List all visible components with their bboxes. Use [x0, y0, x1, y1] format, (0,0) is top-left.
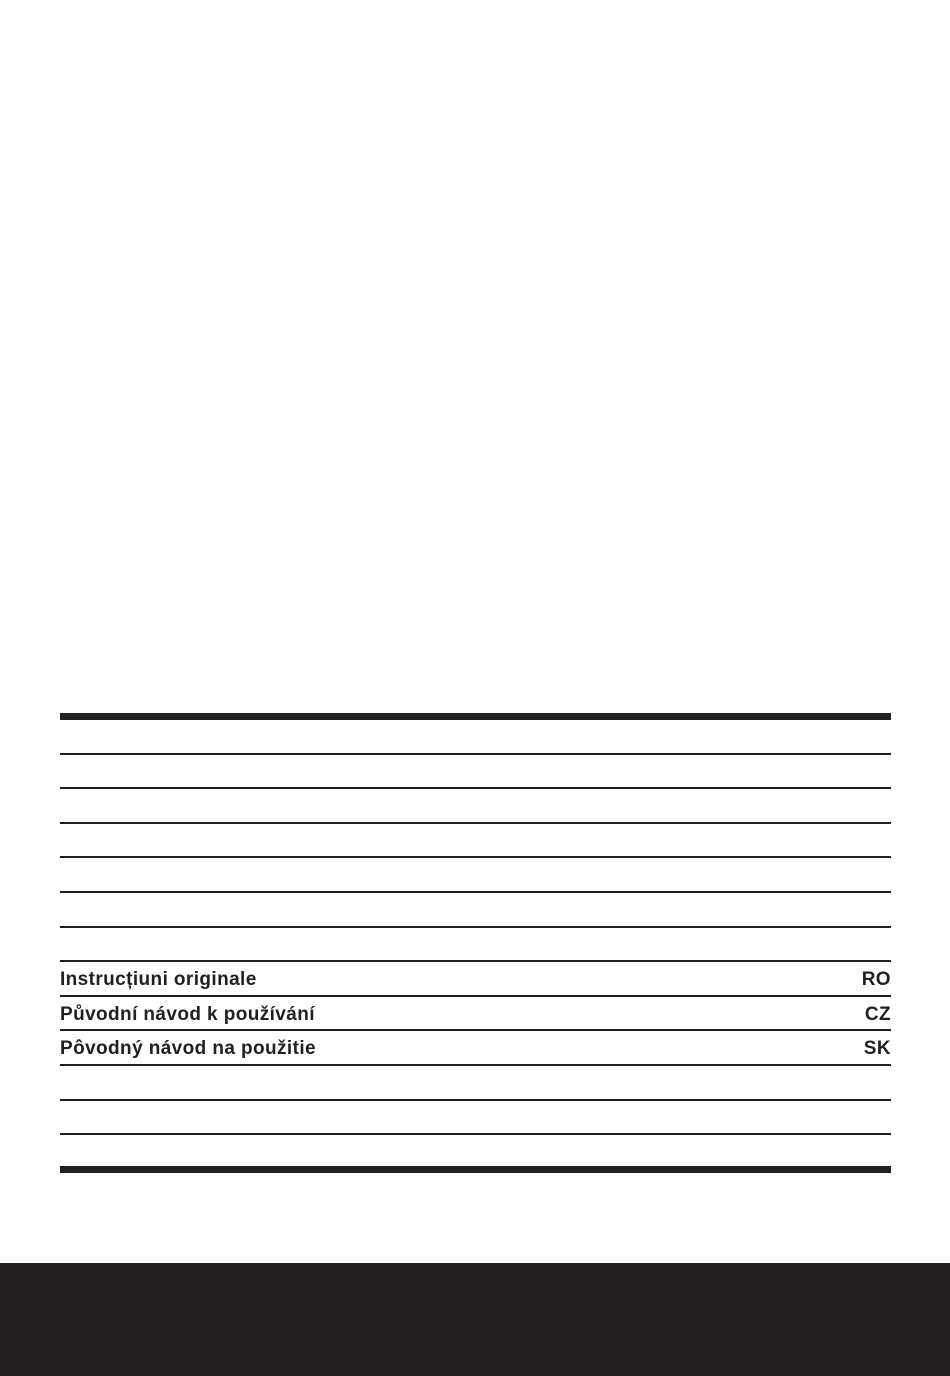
language-row: [60, 858, 891, 893]
language-row: [60, 1135, 891, 1168]
language-row: [60, 928, 891, 963]
language-code: CZ: [864, 1003, 891, 1025]
bottom-rule: [60, 1166, 891, 1173]
language-label: Pôvodný návod na použitie: [60, 1038, 316, 1060]
language-row: [60, 824, 891, 859]
language-list: [60, 713, 891, 1173]
top-rule: [60, 713, 891, 720]
language-row: [60, 789, 891, 824]
language-row: [60, 1101, 891, 1136]
language-row: [60, 755, 891, 790]
language-label: Původní návod k používání: [60, 1003, 315, 1025]
language-row-ro: [60, 962, 891, 997]
footer-band: [0, 1263, 950, 1376]
language-row: [60, 893, 891, 928]
language-row: [60, 720, 891, 755]
language-code: RO: [861, 968, 891, 990]
language-label: Instrucțiuni originale: [60, 968, 257, 990]
language-row-sk: [60, 1031, 891, 1066]
language-row-cz: [60, 997, 891, 1032]
language-code: SK: [863, 1038, 891, 1060]
language-row: [60, 1066, 891, 1101]
